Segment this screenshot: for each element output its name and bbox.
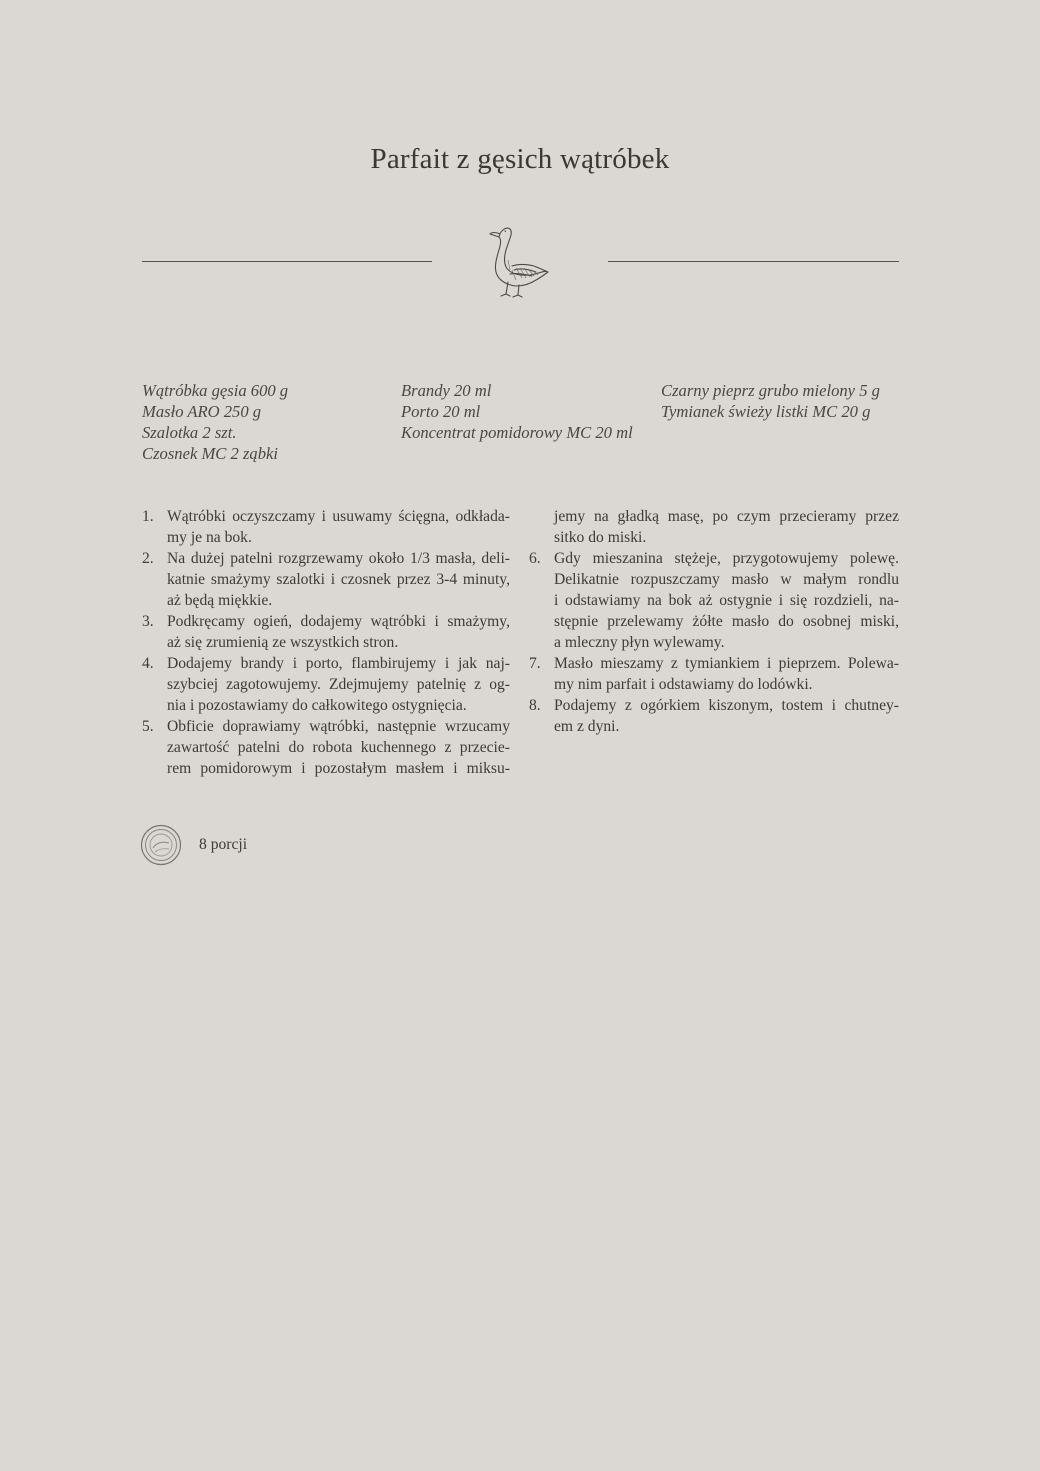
step-number: 5.	[142, 718, 154, 735]
ingredient-item: Czarny pieprz grubo mielony 5 g	[661, 381, 880, 400]
step-line: em z dyni.	[554, 718, 620, 735]
ingredient-item: Szalotka 2 szt.	[142, 423, 237, 442]
step-line: zawartość patelni do robota kuchennego z przecie-	[167, 739, 510, 756]
step-line: jemy na gładką masę, po czym przecieramy przez	[554, 508, 899, 525]
step-line: aż będą miękkie.	[167, 592, 273, 609]
steps-column-left	[142, 506, 510, 779]
step-text	[167, 506, 510, 548]
servings	[140, 824, 247, 866]
servings-label: 8 porcji	[199, 836, 248, 853]
ingredient-item: Koncentrat pomidorowy MC 20 ml	[401, 423, 633, 442]
ingredient-item: Czosnek MC 2 ząbki	[142, 444, 278, 463]
step-1	[142, 506, 510, 548]
ingredient-item: Masło ARO 250 g	[142, 402, 262, 421]
step-7	[529, 653, 899, 695]
step-line: Gdy mieszanina stężeje, przygotowujemy polewę.	[554, 550, 899, 567]
ingredients-column-2	[401, 380, 633, 443]
step-line: stępnie przelewamy żółte masło do osobnej miski,	[554, 613, 899, 630]
step-4	[142, 653, 510, 716]
step-line: i odstawiamy na bok aż ostygnie i się rozdzieli, na-	[554, 592, 899, 609]
step-line: sitko do miski.	[554, 529, 647, 546]
step-line: Delikatnie rozpuszczamy masło w małym rondlu	[554, 571, 899, 588]
ingredient-item: Brandy 20 ml	[401, 381, 492, 400]
ingredient-item: Porto 20 ml	[401, 402, 481, 421]
ingredients-column-3	[661, 380, 880, 422]
step-3	[142, 611, 510, 653]
step-line: Na dużej patelni rozgrzewamy około 1/3 masła, deli-	[167, 550, 510, 567]
step-line: rem pomidorowym i pozostałym masłem i miksu-	[167, 760, 510, 777]
step-line: aż się zrumienią ze wszystkich stron.	[167, 634, 399, 651]
step-text	[167, 653, 510, 716]
step-line: Wątróbki oczyszczamy i usuwamy ścięgna, odkłada-	[167, 508, 510, 525]
step-text	[167, 716, 510, 779]
step-line: nia i pozostawiamy do całkowitego ostygnięcia.	[167, 697, 467, 714]
step-number: 1.	[142, 508, 154, 525]
goose-icon	[486, 220, 552, 302]
step-text	[554, 548, 899, 653]
step-line: szybciej zagotowujemy. Zdejmujemy patelnię z og-	[167, 676, 510, 693]
ingredient-item: Wątróbka gęsia 600 g	[142, 381, 289, 400]
step-line: Podajemy z ogórkiem kiszonym, tostem i chutney-	[554, 697, 899, 714]
step-number: 3.	[142, 613, 154, 630]
step-5	[142, 716, 510, 779]
step-line: Masło mieszamy z tymiankiem i pieprzem. Polewa-	[554, 655, 899, 672]
step-number: 8.	[529, 697, 541, 714]
step-text	[554, 653, 899, 695]
step-line: my je na bok.	[167, 529, 252, 546]
recipe-title: Parfait z gęsich wątróbek	[370, 143, 670, 175]
step-line: Podkręcamy ogień, dodajemy wątróbki i smażymy,	[167, 613, 510, 630]
step-line: a mleczny płyn wylewamy.	[554, 634, 725, 651]
step-text	[554, 695, 899, 737]
step-5-continued	[529, 506, 899, 548]
step-6	[529, 548, 899, 653]
divider-left	[142, 261, 432, 262]
ingredients-column-1	[142, 380, 288, 464]
step-text	[167, 611, 510, 653]
divider-right	[608, 261, 899, 262]
step-text	[167, 548, 510, 611]
step-number: 6.	[529, 550, 541, 567]
step-line: katnie smażymy szalotki i czosnek przez 3-4 minuty,	[167, 571, 510, 588]
step-line: Dodajemy brandy i porto, flambirujemy i jak naj-	[167, 655, 510, 672]
step-8	[529, 695, 899, 737]
plate-icon	[140, 824, 182, 866]
step-number: 7.	[529, 655, 541, 672]
step-number: 2.	[142, 550, 154, 567]
steps-column-right	[529, 506, 899, 737]
ingredient-item: Tymianek świeży listki MC 20 g	[661, 402, 871, 421]
step-line: Obficie doprawiamy wątróbki, następnie wrzucamy	[167, 718, 510, 735]
step-line: my nim parfait i odstawiamy do lodówki.	[554, 676, 813, 693]
step-number: 4.	[142, 655, 154, 672]
step-2	[142, 548, 510, 611]
